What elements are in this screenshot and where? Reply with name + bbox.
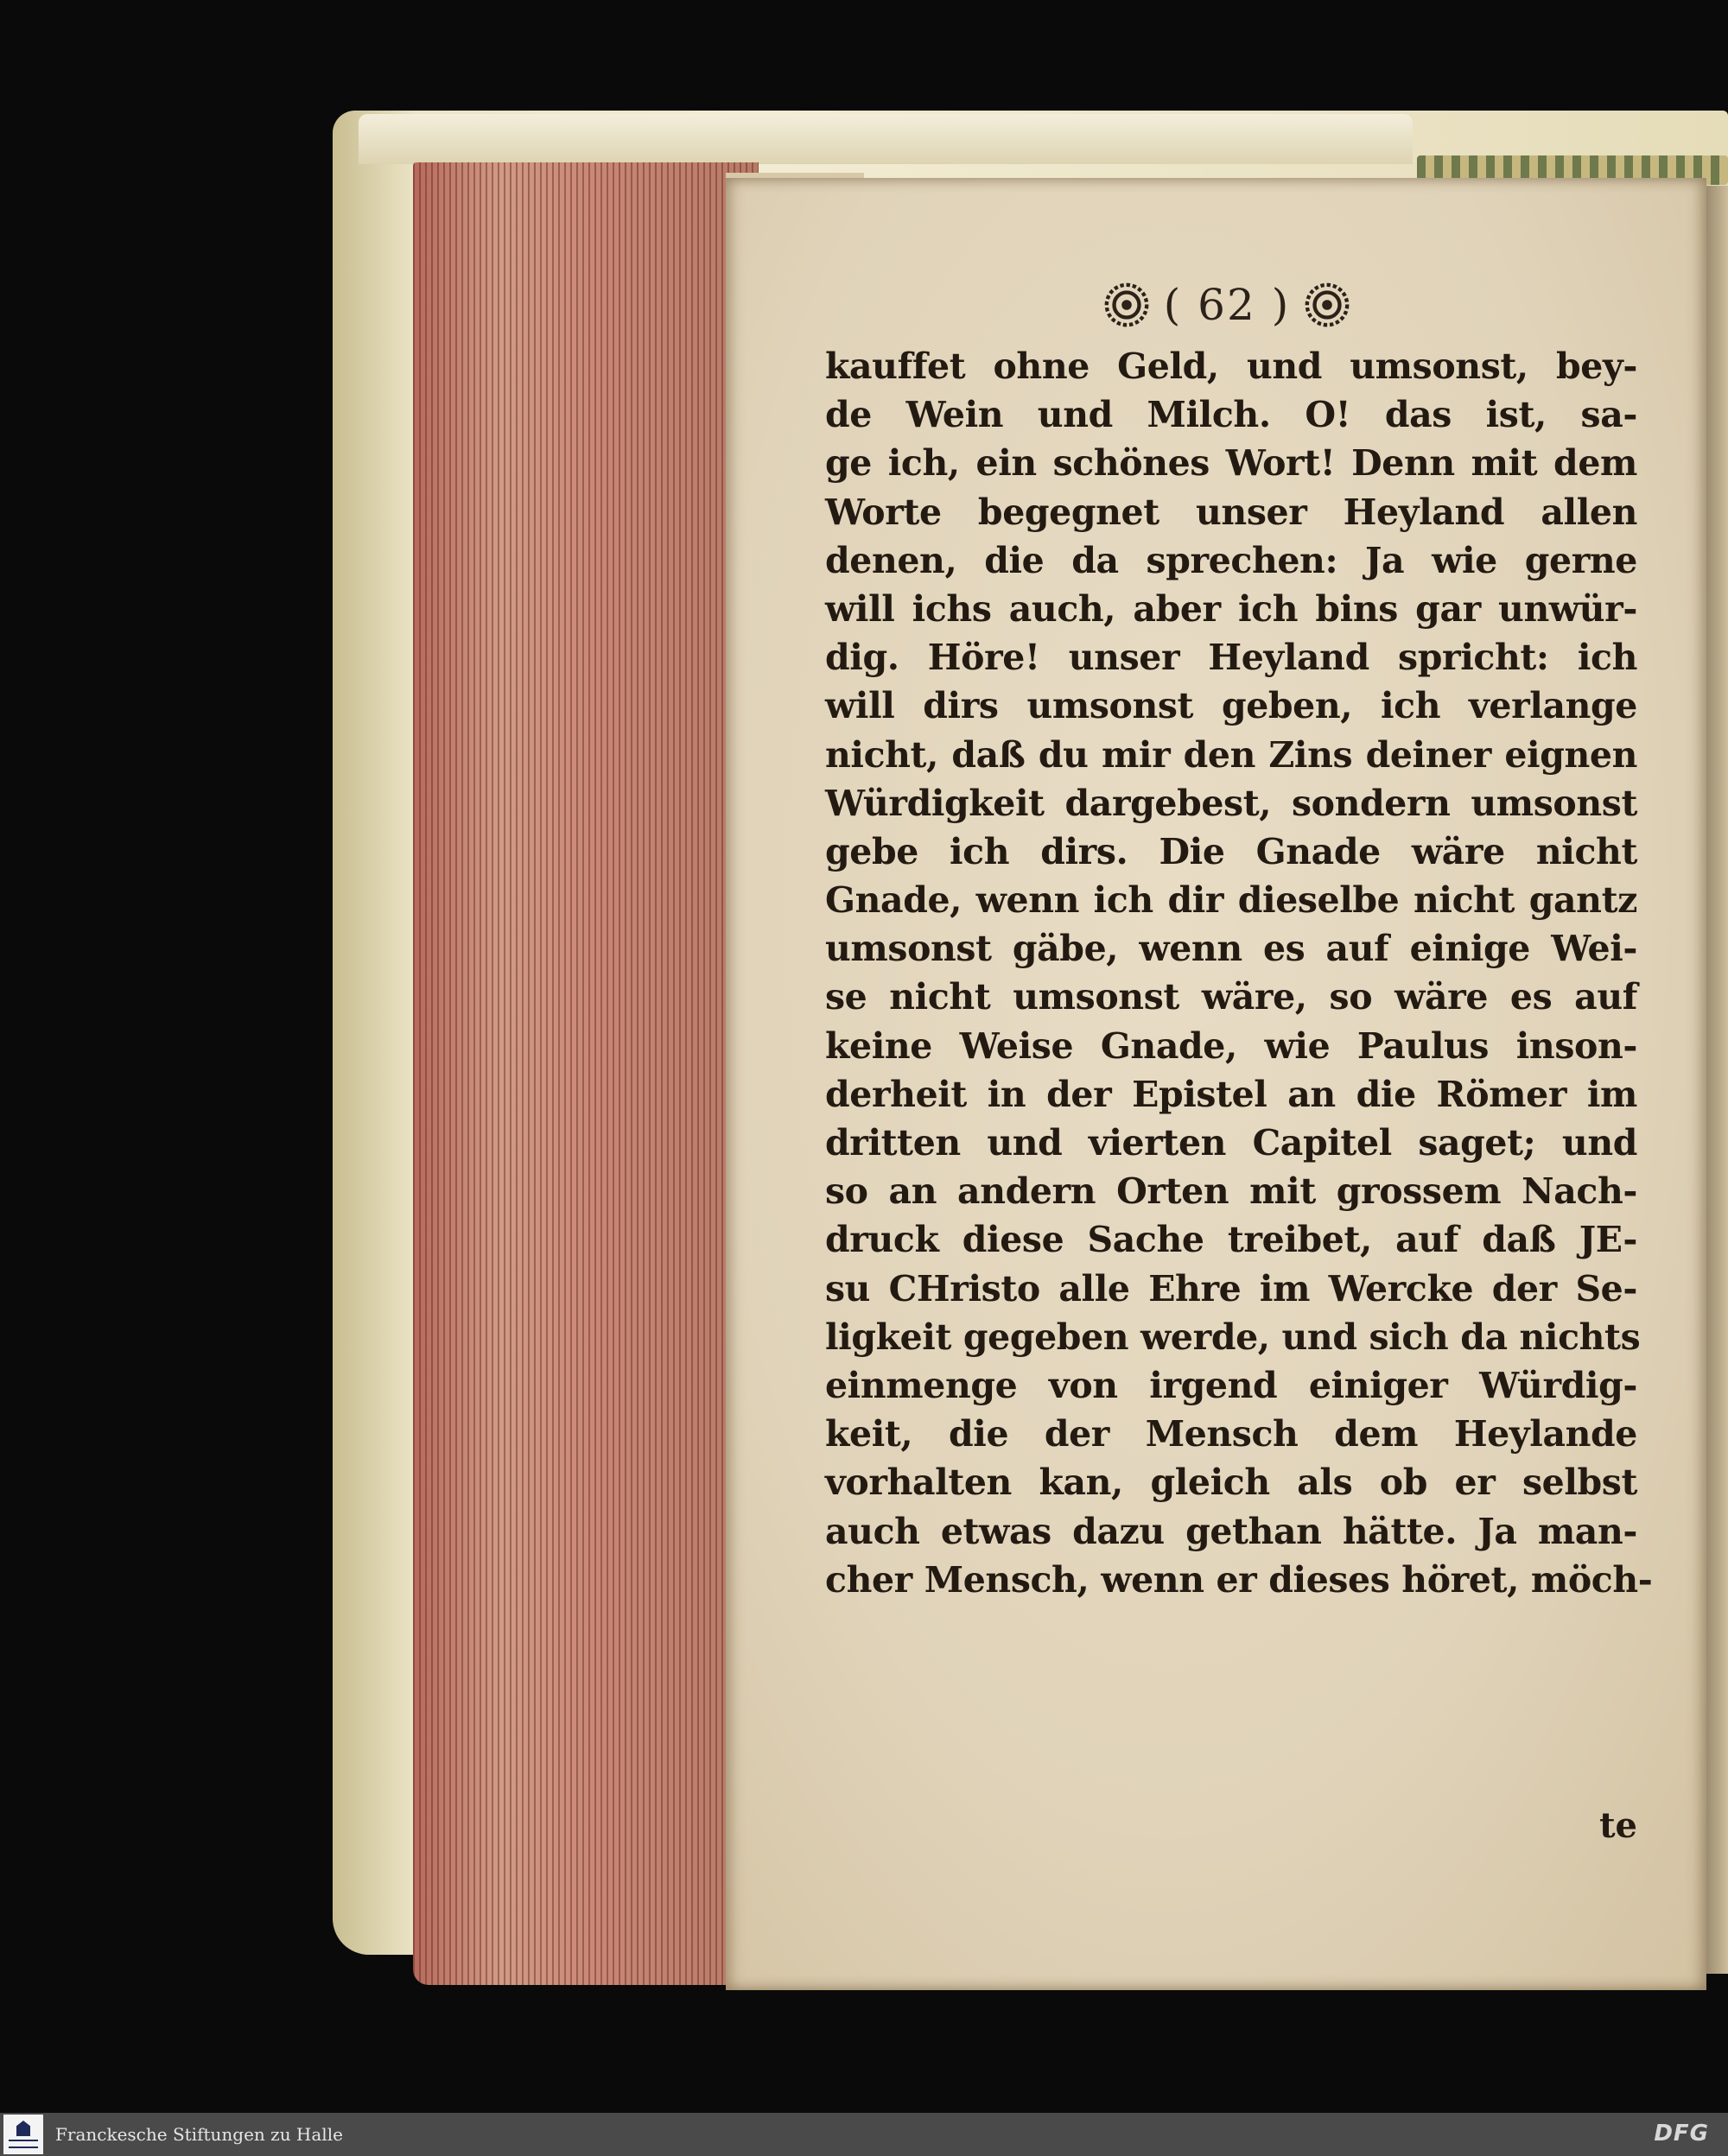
text-line: auch etwas dazu gethan hätte. Ja man- [825,1510,1637,1552]
catchword: te [1599,1805,1637,1846]
left-rosette-ornament-icon [1102,280,1152,330]
text-line: vorhalten kan, gleich als ob er selbst [825,1462,1637,1504]
text-line: ge ich, ein schönes Wort! Denn mit dem [825,442,1637,485]
text-line: de Wein und Milch. O! das ist, sa- [825,394,1637,436]
francke-foundations-logo-icon[interactable] [3,2115,43,2154]
text-line: so an andern Orten mit grossem Nach- [825,1170,1637,1213]
speckled-page-edges [413,162,759,1985]
page-number: ( 62 ) [1163,280,1291,330]
text-line: will dirs umsonst geben, ich verlange [825,685,1637,727]
text-line: nicht, daß du mir den Zins deiner eignen [825,733,1637,776]
text-line: cher Mensch, wenn er dieses höret, möch- [825,1558,1653,1601]
text-line: dritten und vierten Capitel saget; und [825,1122,1637,1164]
text-line: denen, die da sprechen: Ja wie gerne [825,539,1637,581]
text-line: Worte begegnet unser Heyland allen [825,491,1637,533]
binding-top-edge [359,114,1413,164]
text-line: se nicht umsonst wäre, so wäre es auf [825,976,1637,1018]
text-line: ligkeit gegeben werde, und sich da nichts [825,1316,1641,1358]
text-line: gebe ich dirs. Die Gnade wäre nicht [825,830,1637,872]
right-rosette-ornament-icon [1302,280,1352,330]
text-line: Gnade, wenn ich dir dieselbe nicht gantz [825,879,1637,922]
text-line: einmenge von irgend einiger Würdig- [825,1364,1637,1406]
page-header [1084,275,1369,335]
text-line: will ichs auch, aber ich bins gar unwür- [825,587,1637,630]
text-line: derheit in der Epistel an die Römer im [825,1073,1637,1115]
body-text [825,342,1653,1604]
text-line: Würdigkeit dargebest, sondern umsonst [825,782,1637,824]
text-line: keit, die der Mensch dem Heylande [825,1413,1637,1455]
dfg-logo[interactable]: DFG [1654,2121,1709,2146]
text-line: druck diese Sache treibet, auf daß JE- [825,1219,1637,1261]
text-line: dig. Höre! unser Heyland spricht: ich [825,637,1637,679]
footer-bar [0,2113,1728,2156]
text-line: umsonst gäbe, wenn es auf einige Wei- [825,928,1637,970]
facing-page-edge [1706,186,1728,1974]
text-line: kauffet ohne Geld, und umsonst, bey- [825,346,1637,387]
text-line: keine Weise Gnade, wie Paulus inson- [825,1024,1637,1067]
text-line: su CHristo alle Ehre im Wercke der Se- [825,1267,1637,1309]
institution-label[interactable]: Franckesche Stiftungen zu Halle [55,2124,343,2145]
